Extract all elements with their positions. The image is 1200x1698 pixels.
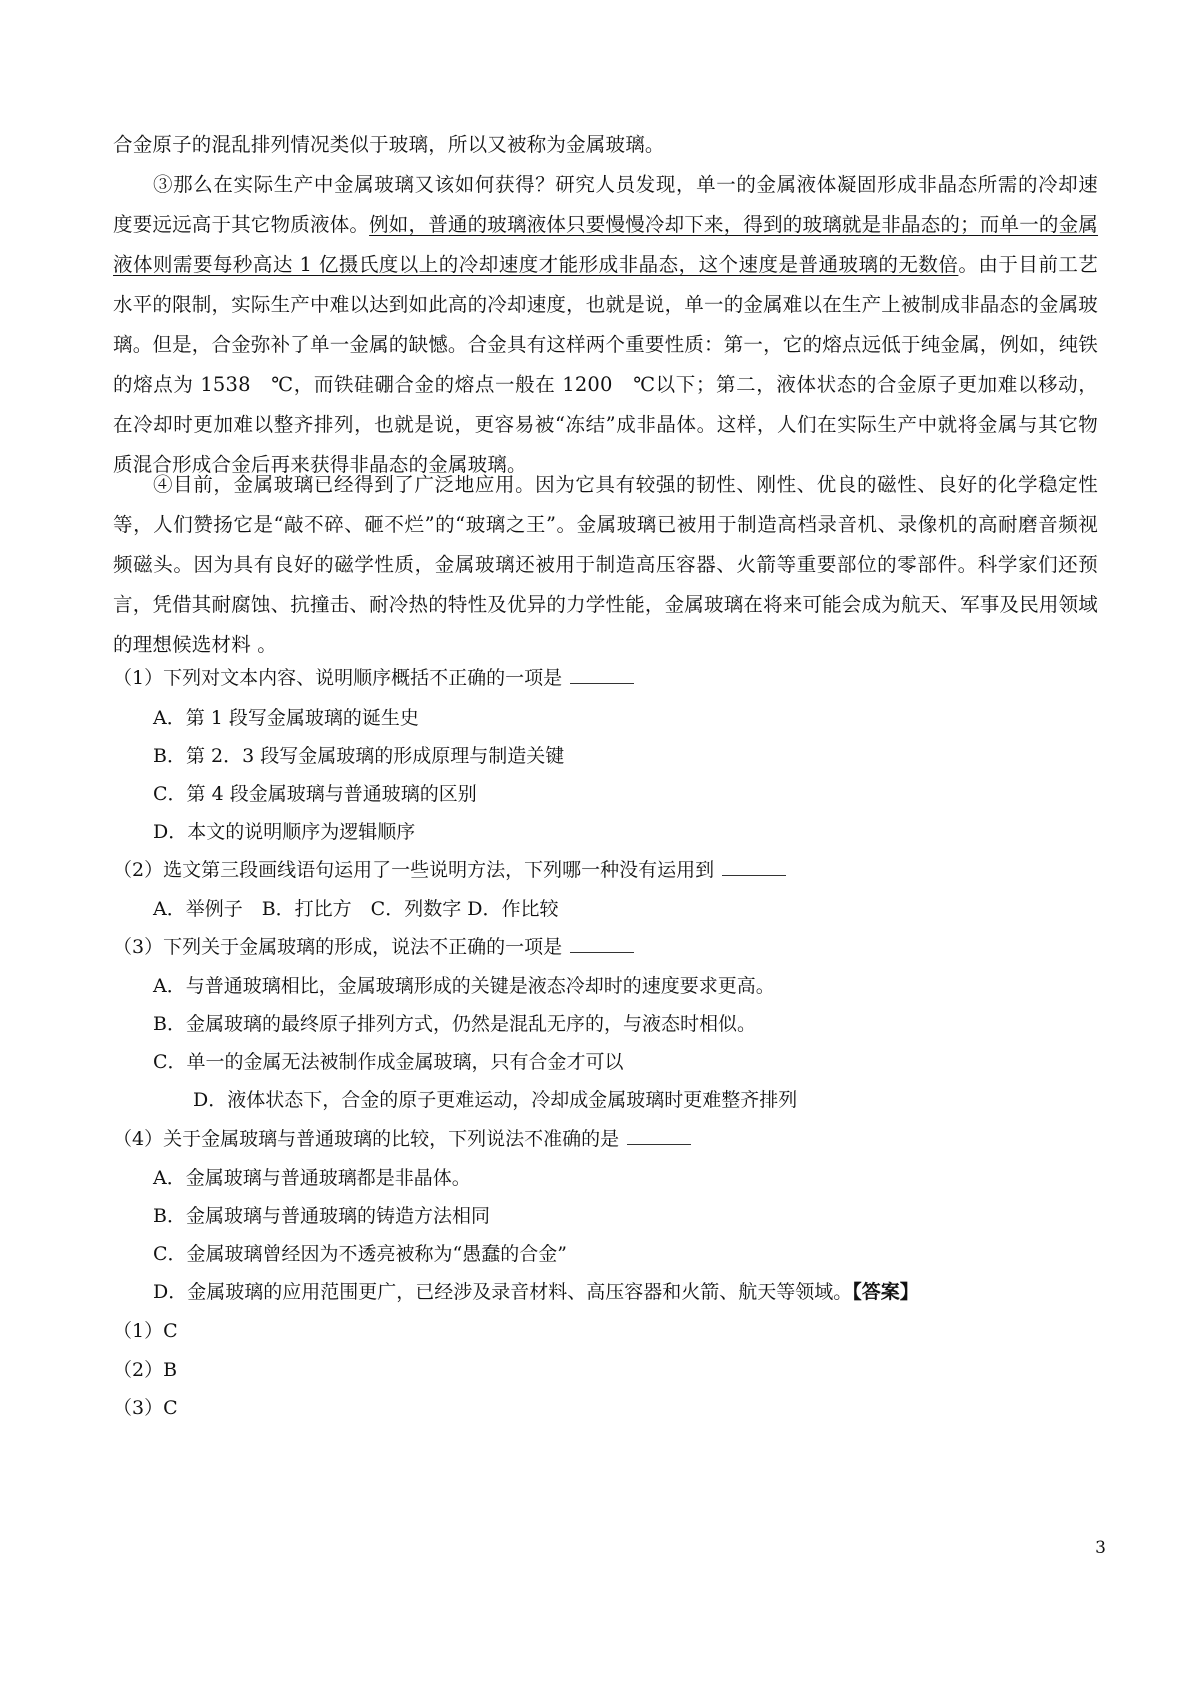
passage-line-top: 合金原子的混乱排列情况类似于玻璃，所以又被称为金属玻璃。 xyxy=(113,133,665,156)
question-4-stem xyxy=(113,1126,691,1152)
page-number: 3 xyxy=(1095,1538,1106,1558)
question-3-stem xyxy=(113,934,634,960)
passage-paragraph-3 xyxy=(113,165,1098,485)
question-3-option-b: B．金属玻璃的最终原子排列方式，仍然是混乱无序的，与液态时相似。 xyxy=(153,1013,756,1035)
question-3-option-a: A．与普通玻璃相比，金属玻璃形成的关键是液态冷却时的速度要求更高。 xyxy=(153,975,775,997)
question-2-text: （2）选文第三段画线语句运用了一些说明方法，下列哪一种没有运用到 xyxy=(113,859,715,881)
question-1-stem xyxy=(113,665,634,691)
question-4-text: （4）关于金属玻璃与普通玻璃的比较，下列说法不准确的是 xyxy=(113,1128,620,1150)
paragraph-3-start: ③那么在实际生产中金属玻璃又该如何获得？研究人员发现，单一的金属液体凝固形成非晶态所需的冷却速度要远远高于其它物质液体。 xyxy=(113,173,1098,236)
passage-paragraph-4: ④目前，金属玻璃已经得到了广泛地应用。因为它具有较强的韧性、刚性、优良的磁性、良好的化学稳定性等，人们赞扬它是“敲不碎、砸不烂”的“玻璃之王”。金属玻璃已被用于制造高档录音机、录像机的高耐磨音频视频磁头。因为具有良好的磁学性质，金属玻璃还被用于制造高压容器、火箭等重要部位的零部件。科学家们还预言，凭借其耐腐蚀、抗撞击、耐冷热的特性及优异的力学性能，金属玻璃在将来可能会成为航天、军事及民用领域的理想候选材料 。 xyxy=(113,473,1099,656)
paragraph-3-rest: 。由于目前工艺水平的限制，实际生产中难以达到如此高的冷却速度，也就是说，单一的金属难以在生产上被制成非晶态的金属玻璃。但是，合金弥补了单一金属的缺憾。合金具有这样两个重要性质：第一，它的熔点远低于纯金属，例如，纯铁的熔点为 1538 ℃，而铁硅硼合金的熔点一般在 1200 ℃以下；第二，液体状态的合金原子更加难以移动，在冷却时更加难以整齐排列，也就是说，更容易被“冻结”成非晶体。这样，人们在实际生产中就将金属与其它物质混合形成合金后再来获得非晶态的金属玻璃。 xyxy=(113,253,1099,476)
answer-heading: 【答案】 xyxy=(852,1281,919,1303)
answer-blank xyxy=(570,934,634,953)
answer-2: （2）B xyxy=(113,1359,178,1381)
question-2-stem xyxy=(113,857,786,883)
answer-3: （3）C xyxy=(113,1397,178,1419)
question-1-option-d: D．本文的说明顺序为逻辑顺序 xyxy=(153,821,416,843)
question-2-options: A．举例子 B．打比方 C．列数字 D．作比较 xyxy=(153,898,559,920)
question-4-option-d xyxy=(153,1279,919,1305)
question-3-text: （3）下列关于金属玻璃的形成，说法不正确的一项是 xyxy=(113,936,563,958)
question-4-option-c: C．金属玻璃曾经因为不透亮被称为“愚蠢的合金” xyxy=(153,1243,567,1265)
question-1-option-a: A．第 1 段写金属玻璃的诞生史 xyxy=(153,707,419,729)
paragraph-3-underlined-sentence: 例如，普通的玻璃液体只要慢慢冷却下来，得到的玻璃就是非晶态的；而单一的金属液体则需要每秒高达 1 亿摄氏度以上的冷却速度才能形成非晶态，这个速度是普通玻璃的无数倍 xyxy=(113,213,1099,276)
question-4-option-b: B．金属玻璃与普通玻璃的铸造方法相同 xyxy=(153,1205,490,1227)
question-1-text: （1）下列对文本内容、说明顺序概括不正确的一项是 xyxy=(113,667,563,689)
question-1-option-b: B．第 2．3 段写金属玻璃的形成原理与制造关键 xyxy=(153,745,565,767)
question-4-option-d-text: D．金属玻璃的应用范围更广，已经涉及录音材料、高压容器和火箭、航天等领域。 xyxy=(153,1281,853,1303)
question-4-option-a: A．金属玻璃与普通玻璃都是非晶体。 xyxy=(153,1167,471,1189)
answer-blank xyxy=(627,1126,691,1145)
answer-1: （1）C xyxy=(113,1320,178,1342)
question-3-option-c: C．单一的金属无法被制作成金属玻璃，只有合金才可以 xyxy=(153,1051,624,1073)
answer-blank xyxy=(722,857,786,876)
question-1-option-c: C．第 4 段金属玻璃与普通玻璃的区别 xyxy=(153,783,477,805)
question-3-option-d: D．液体状态下，合金的原子更难运动，冷却成金属玻璃时更难整齐排列 xyxy=(193,1089,798,1111)
answer-blank xyxy=(570,665,634,684)
